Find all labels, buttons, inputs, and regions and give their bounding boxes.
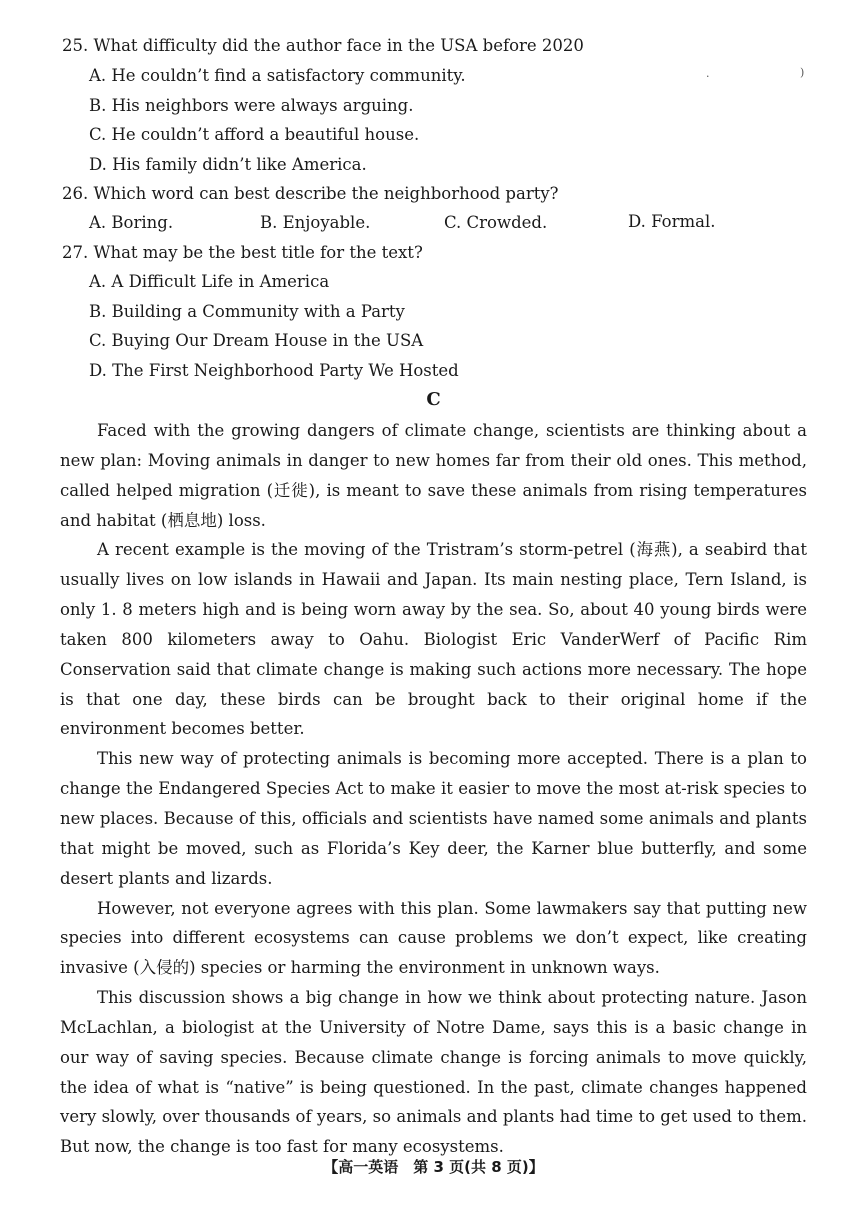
question-25-option-a: A. He couldn’t find a satisfactory community. bbox=[89, 66, 466, 85]
passage-paragraph: This new way of protecting animals is becoming more accepted. There is a plan to change the Endangered Species Act to make it easier to move the most at-risk species to new places. Because of this, officials and scientists have named some animals and plants that might be moved, such as Florida’s Key deer, the Karner blue butterfly, and some desert plants and lizards. bbox=[60, 749, 807, 888]
question-26-option-a: A. Boring. bbox=[89, 213, 174, 232]
passage-paragraph: Faced with the growing dangers of climate change, scientists are thinking about a new plan: Moving animals in danger to new homes far from their old ones. This method, called helped migration (迁徙), is meant to save these animals from rising temperatures and habitat (栖息地) loss. bbox=[60, 421, 807, 530]
question-26-option-c: C. Crowded. bbox=[444, 213, 548, 232]
question-27-option-a: A. A Difficult Life in America bbox=[89, 272, 330, 291]
question-26-option-b: B. Enjoyable. bbox=[260, 213, 371, 232]
reading-passage bbox=[60, 416, 807, 1162]
question-27-stem: 27. What may be the best title for the text? bbox=[62, 243, 423, 262]
question-26-option-d: D. Formal. bbox=[628, 212, 716, 231]
question-27-option-d: D. The First Neighborhood Party We Hosted bbox=[89, 361, 459, 380]
question-27-option-b: B. Building a Community with a Party bbox=[89, 302, 405, 321]
page-footer: 【高一英语 第 3 页(共 8 页)】 bbox=[323, 1158, 544, 1176]
question-25-option-d: D. His family didn’t like America. bbox=[89, 155, 367, 174]
question-26-stem: 26. Which word can best describe the neighborhood party? bbox=[62, 184, 559, 203]
scan-speck: ) bbox=[800, 66, 805, 79]
passage-paragraph: This discussion shows a big change in how we think about protecting nature. Jason McLachlan, a biologist at the University of Notre Dame, says this is a basic change in our way of saving species. Because climate change is forcing animals to move quickly, the idea of what is “native” is being questioned. In the past, climate changes happened very slowly, over thousands of years, so animals and plants had time to get used to them. But now, the change is too fast for many ecosystems. bbox=[60, 988, 807, 1157]
section-label: C bbox=[426, 389, 441, 410]
question-25-stem: 25. What difficulty did the author face in the USA before 2020 bbox=[62, 36, 584, 55]
scan-speck: · bbox=[706, 70, 710, 83]
question-25-option-c: C. He couldn’t afford a beautiful house. bbox=[89, 125, 420, 144]
question-25-option-b: B. His neighbors were always arguing. bbox=[89, 96, 414, 115]
question-27-option-c: C. Buying Our Dream House in the USA bbox=[89, 331, 424, 350]
passage-paragraph: A recent example is the moving of the Tristram’s storm-petrel (海燕), a seabird that usually lives on low islands in Hawaii and Japan. Its main nesting place, Tern Island, is only 1. 8 meters high and is being worn away by the sea. So, about 40 young birds were taken 800 kilometers away to Oahu. Biologist Eric VanderWerf of Pacific Rim Conservation said that climate change is making such actions more necessary. The hope is that one day, these birds can be brought back to their original home if the environment becomes better. bbox=[60, 540, 807, 739]
passage-paragraph: However, not everyone agrees with this plan. Some lawmakers say that putting new species into different ecosystems can cause problems we don’t expect, like creating invasive (入侵的) species or harming the environment in unknown ways. bbox=[60, 898, 807, 978]
